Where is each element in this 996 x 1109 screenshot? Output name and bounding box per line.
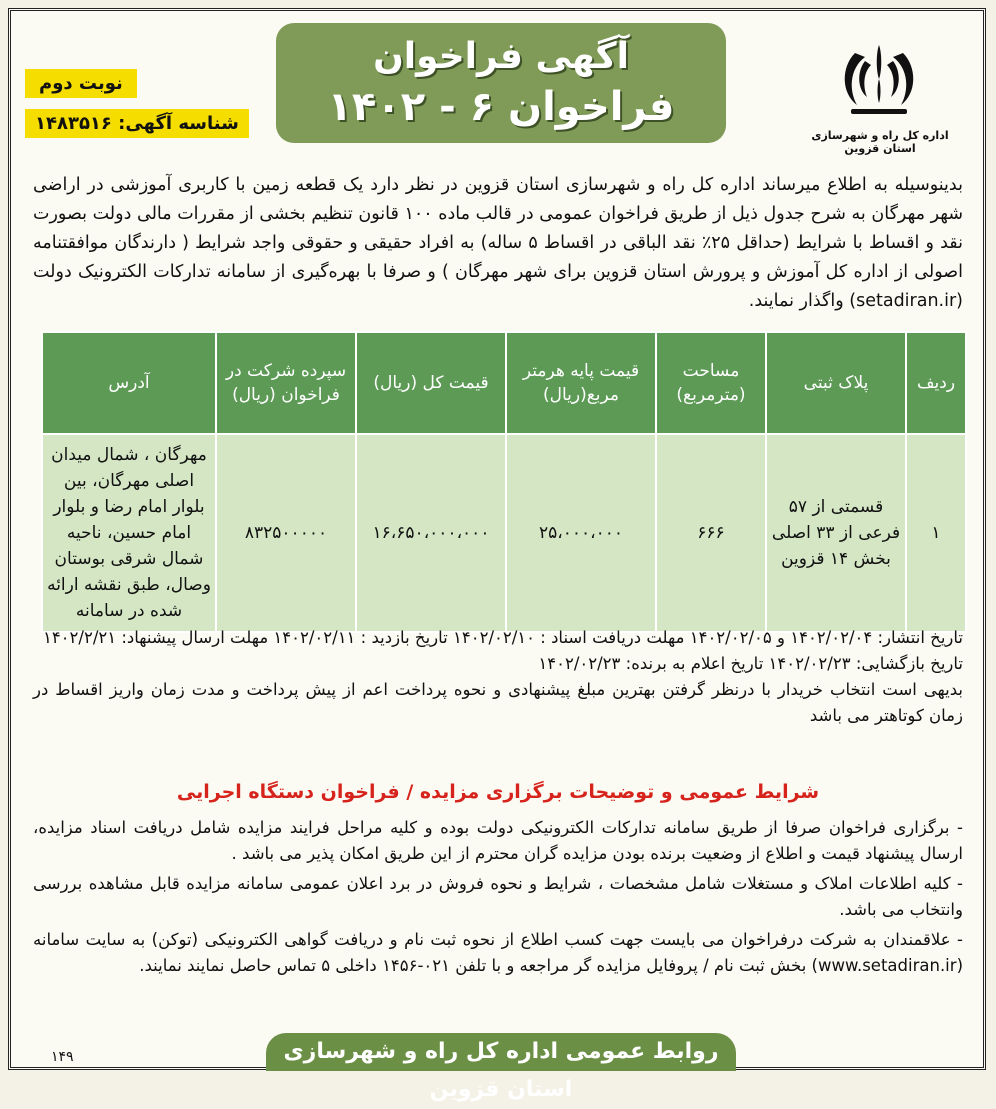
col-base-price: قیمت پایه هرمتر مربع(ریال) bbox=[506, 332, 656, 434]
notice-header bbox=[11, 11, 983, 155]
dates-block bbox=[33, 625, 963, 729]
cell-row: ۱ bbox=[906, 434, 966, 632]
cell-base-price: ۲۵،۰۰۰،۰۰۰ bbox=[506, 434, 656, 632]
conditions-title: شرایط عمومی و توضیحات برگزاری مزایده / فراخوان دستگاه اجرایی bbox=[176, 781, 820, 803]
ad-id-badge: شناسه آگهی: ۱۴۸۳۵۱۶ bbox=[25, 109, 249, 138]
iran-emblem-icon bbox=[833, 39, 925, 121]
condition-item: - کلیه اطلاعات املاک و مستغلات شامل مشخصات ، شرایط و نحوه فروش در برد اعلان عمومی سامانه مزایده قابل مشاهده بررسی وانتخاب می باشد. bbox=[33, 874, 963, 919]
cell-total-price: ۱۶،۶۵۰،۰۰۰،۰۰۰ bbox=[356, 434, 506, 632]
col-address: آدرس bbox=[42, 332, 216, 434]
col-total-price: قیمت کل (ریال) bbox=[356, 332, 506, 434]
col-area: مساحت (مترمربع) bbox=[656, 332, 766, 434]
dates-line-3: بدیهی است انتخاب خریدار با درنظر گرفتن بهترین مبلغ پیشنهادی و نحوه پرداخت اعم از پیش پرداخت و مدت زمان واریز اقساط در زمان کوتاهتر می باشد bbox=[33, 680, 963, 725]
cell-address: مهرگان ، شمال میدان اصلی مهرگان، بین بلوار امام رضا و بلوار امام حسین، ناحیه شمال شرقی بوستان وصال، طبق نقشه ارائه شده در سامانه bbox=[42, 434, 216, 632]
title-box bbox=[276, 23, 726, 143]
dates-line-2: تاریخ بازگشایی: ۱۴۰۲/۰۲/۲۳ تاریخ اعلام به برنده: ۱۴۰۲/۰۲/۲۳ bbox=[538, 654, 963, 673]
property-table bbox=[41, 331, 967, 633]
intro-paragraph: بدینوسیله به اطلاع میرساند اداره کل راه و شهرسازی استان قزوین در نظر دارد یک قطعه زمین با کاربری آموزشی در اراضی شهر مهرگان به شرح جدول ذیل از طریق فراخوان عمومی در قالب ماده ۱۰۰ قانون تنظیم بخشی از مقررات مالی دولت بصورت نقد و اقساط با شرایط (حداقل ۲۵٪ نقد الباقی در اقساط ۵ ساله) به افراد حقیقی و حقوقی واجد شرایط ( دارندگان موافقتنامه اصولی از اداره کل آموزش و پرورش استان قزوین برای شهر مهرگان ) و صرفا با بهره‌گیری از سامانه تدارکات الکترونیک دولت (setadiran.ir) واگذار نمایند. bbox=[33, 175, 964, 311]
condition-item: - برگزاری فراخوان صرفا از طریق سامانه تدارکات الکترونیکی دولت بوده و کلیه مراحل فرایند مزایده شامل دریافت اسناد مزایده، ارسال پیشنهاد قیمت و اطلاع از وضعیت برنده بودن مزایده گران محترم از این طریق امکان پذیر می باشد . bbox=[33, 818, 963, 863]
col-row: ردیف bbox=[906, 332, 966, 434]
col-deposit: سپرده شرکت در فراخوان (ریال) bbox=[216, 332, 356, 434]
org-caption: اداره کل راه و شهرسازی استان قزوین bbox=[811, 129, 949, 155]
notice-subtitle: فراخوان ۶ - ۱۴۰۲ bbox=[327, 84, 675, 130]
table-header-row bbox=[42, 332, 966, 434]
round-badge: نوبت دوم bbox=[25, 69, 137, 98]
cell-area: ۶۶۶ bbox=[656, 434, 766, 632]
col-plaque: پلاک ثبتی bbox=[766, 332, 906, 434]
cell-plaque: قسمتی از ۵۷ فرعی از ۳۳ اصلی بخش ۱۴ قزوین bbox=[766, 434, 906, 632]
cell-deposit: ۸۳۲۵۰۰۰۰۰ bbox=[216, 434, 356, 632]
footer-bar: روابط عمومی اداره کل راه و شهرسازی استان قزوین bbox=[266, 1033, 736, 1071]
dates-line-1: تاریخ انتشار: ۱۴۰۲/۰۲/۰۴ و ۱۴۰۲/۰۲/۰۵ مهلت دریافت اسناد : ۱۴۰۲/۰۲/۱۰ تاریخ بازدید : ۱۴۰۲/۰۲/۱۱ مهلت ارسال پیشنهاد: ۱۴۰۲/۲/۲۱ bbox=[42, 628, 963, 647]
table-row bbox=[42, 434, 966, 632]
notice-frame bbox=[8, 8, 986, 1102]
conditions-list bbox=[33, 815, 963, 983]
notice-title: آگهی فراخوان bbox=[373, 36, 629, 77]
page-number: ۱۴۹ bbox=[51, 1049, 74, 1065]
condition-item: - علاقمندان به شرکت درفراخوان می بایست جهت کسب اطلاع از نحوه ثبت نام و دریافت گواهی الکترونیکی (توکن) به سایت سامانه (www.setadiran.ir) بخش ثبت نام / پروفایل مزایده گر مراجعه و با تلفن ۰۲۱-۱۴۵۶ داخلی ۵ تماس حاصل نمایند نمایند. bbox=[33, 930, 963, 975]
